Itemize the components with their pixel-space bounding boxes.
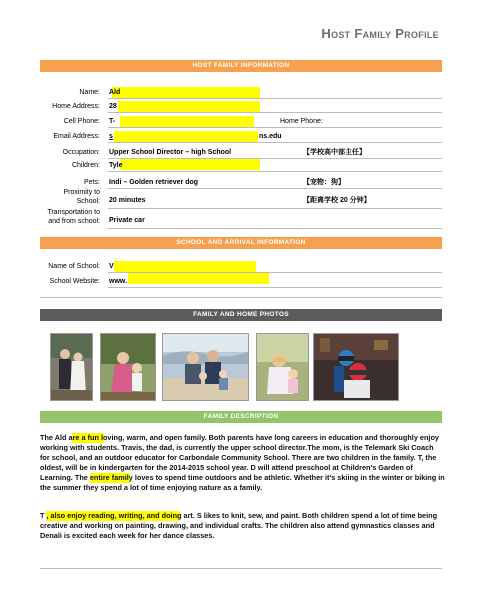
row-children	[40, 160, 442, 172]
family-photo-2	[100, 333, 156, 401]
description-paragraph-1: The Ald are a fun loving, warm, and open family. Both parents have long careers in education and thoroughly enjoy working with students. Travis, the dad, is currently the upper school director.The mom, is the Telemark Ski Coach for school, and an outdoor educator for Carbondale Community School. There are two children in the family. T, the oldest, will be in kindergarten for the 2014-2015 school year. D will attend preschool at Children's Garden of Learning. The entire family loves to spend time outdoors and be athletic. Whether it's skiing in the winter or biking in the summer they spend a lot of time enjoying nature as a family.	[40, 433, 445, 493]
proximity-label-line-1: Proximity to	[63, 189, 100, 196]
name-label: Name:	[79, 89, 100, 96]
occupation-label: Occupation:	[62, 149, 100, 156]
home-address-label: Home Address:	[52, 103, 100, 110]
family-photo-1	[50, 333, 93, 401]
section-header-description: FAMILY DESCRIPTION	[40, 411, 442, 423]
redaction-highlight	[114, 261, 256, 272]
name-value: Ald	[109, 89, 121, 96]
redaction-highlight	[120, 159, 260, 170]
photo-strip	[40, 333, 442, 403]
school-name-value: V	[109, 263, 114, 270]
transportation-label-line-1: Transportation to	[47, 209, 100, 216]
row-divider	[108, 98, 442, 99]
pets-label: Pets:	[84, 179, 100, 186]
transportation-value: Private car	[109, 217, 145, 224]
row-phones	[40, 116, 442, 128]
row-home-address	[40, 101, 442, 113]
home-phone-label: Home Phone:	[280, 118, 323, 125]
photo-image	[314, 334, 398, 400]
school-name-label: Name of School:	[48, 263, 100, 270]
children-value: Tyle	[109, 162, 123, 169]
section-header-school: SCHOOL AND ARRIVAL INFORMATION	[40, 237, 442, 249]
occupation-chinese: 【学校高中部主任】	[303, 149, 366, 156]
row-name	[40, 87, 442, 99]
proximity-label-line-2: School:	[76, 198, 100, 205]
section-header-host-info: HOST FAMILY INFORMATION	[40, 60, 442, 72]
row-proximity	[40, 187, 442, 209]
row-divider	[108, 287, 442, 288]
redaction-highlight	[112, 87, 260, 98]
row-occupation	[40, 147, 442, 159]
row-school-name	[40, 261, 442, 273]
row-divider	[108, 127, 442, 128]
row-email	[40, 131, 442, 143]
page-title: Host Family Profile	[321, 26, 439, 41]
occupation-value: Upper School Director – high School	[109, 149, 232, 156]
transportation-label-line-2: and from school:	[48, 218, 100, 225]
proximity-chinese: 【距离学校 20 分钟】	[303, 197, 371, 204]
school-website-label: School Website:	[49, 278, 100, 285]
transportation-label	[40, 208, 100, 226]
row-divider	[108, 228, 442, 229]
family-photo-5	[313, 333, 399, 401]
divider	[40, 297, 442, 298]
description-paragraph-2: T , also enjoy reading, writing, and doing art. S likes to knit, sew, and paint. Both children spend a lot of time being creative and working on painting, drawing, and individual crafts. The children also attend gymnastics classes and Denali is excited each week for her dance classes.	[40, 511, 438, 541]
email-label: Email Address:	[53, 133, 100, 140]
row-divider	[108, 142, 442, 143]
section-header-photos: FAMILY AND HOME PHOTOS	[40, 309, 442, 321]
row-divider	[108, 171, 442, 172]
row-school-website	[40, 276, 442, 288]
divider	[40, 568, 442, 569]
redaction-highlight	[114, 131, 258, 142]
cell-phone-value: T-	[109, 118, 116, 125]
family-photo-4	[256, 333, 309, 401]
photo-image	[51, 334, 92, 400]
photo-image	[257, 334, 308, 400]
redaction-highlight	[120, 116, 254, 127]
row-divider	[108, 112, 442, 113]
proximity-value: 20 minutes	[109, 197, 146, 204]
redaction-highlight	[128, 273, 269, 284]
photo-image	[163, 334, 248, 400]
pets-value: Indi – Golden retriever dog	[109, 179, 199, 186]
cell-phone-label: Cell Phone:	[63, 118, 100, 125]
children-label: Children:	[71, 162, 100, 169]
email-suffix[interactable]: ns.edu	[259, 133, 282, 140]
email-value[interactable]: s	[109, 133, 113, 140]
home-address-value: 28	[109, 103, 117, 110]
pets-chinese: 【宠物：狗】	[303, 179, 345, 186]
redaction-highlight	[118, 101, 260, 112]
family-photo-3	[162, 333, 249, 401]
photo-image	[101, 334, 155, 400]
proximity-label	[40, 188, 100, 206]
row-transportation	[40, 207, 442, 229]
school-website-value[interactable]: www.	[109, 278, 128, 285]
